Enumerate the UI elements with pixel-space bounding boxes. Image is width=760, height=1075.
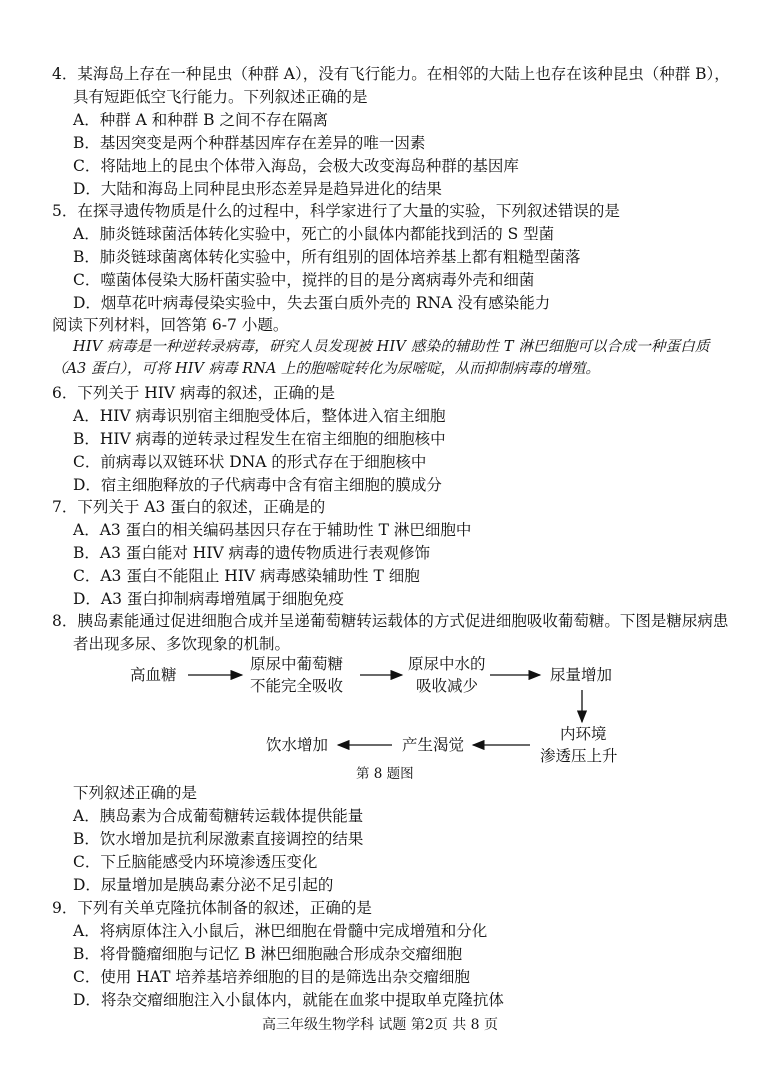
q5-stem-line1: 5．在探寻遗传物质是什么的过程中，科学家进行了大量的实验，下列叙述错误的是	[52, 202, 620, 220]
node-osmotic-line2: 渗透压上升	[540, 747, 618, 765]
q6-stem-line1: 6．下列关于 HIV 病毒的叙述，正确的是	[52, 384, 336, 402]
node-glucose-not-absorbed-line2: 不能完全吸收	[250, 677, 344, 695]
q8-option-d: D．尿量增加是胰岛素分泌不足引起的	[73, 876, 334, 894]
q8-option-a: A．胰岛素为合成葡萄糖转运载体提供能量	[73, 807, 364, 825]
q6-option-c: C．前病毒以双链环状 DNA 的形式存在于细胞核中	[73, 453, 427, 471]
q9-option-d: D．将杂交瘤细胞注入小鼠体内，就能在血浆中提取单克隆抗体	[73, 991, 504, 1009]
q4-option-b: B．基因突变是两个种群基因库存在差异的唯一因素	[73, 134, 426, 152]
q5-option-c: C．噬菌体侵染大肠杆菌实验中，搅拌的目的是分离病毒外壳和细菌	[73, 271, 535, 289]
q8-option-c: C．下丘脑能感受内环境渗透压变化	[73, 853, 318, 871]
node-drink-increase: 饮水增加	[266, 736, 329, 754]
q4-option-c: C．将陆地上的昆虫个体带入海岛，会极大改变海岛种群的基因库	[73, 157, 519, 175]
q7-stem-line1: 7．下列关于 A3 蛋白的叙述，正确是的	[52, 498, 326, 516]
q9-option-b: B．将骨髓瘤细胞与记忆 B 淋巴细胞融合形成杂交瘤细胞	[73, 945, 463, 963]
material-text-line1: HIV 病毒是一种逆转录病毒，研究人员发现被 HIV 感染的辅助性 T 淋巴细胞可以合成一种蛋白质	[73, 339, 710, 355]
node-thirst: 产生渴觉	[402, 736, 465, 754]
node-high-blood-sugar: 高血糖	[130, 666, 177, 684]
node-water-absorb-line1: 原尿中水的	[408, 655, 486, 673]
q5-option-b: B．肺炎链球菌离体转化实验中，所有组别的固体培养基上都有粗糙型菌落	[73, 248, 581, 266]
q4-stem-line2: 具有短距低空飞行能力。下列叙述正确的是	[73, 88, 368, 106]
q4-stem-line1: 4．某海岛上存在一种昆虫（种群 A），没有飞行能力。在相邻的大陆上也存在该种昆虫（种群 B），	[52, 65, 730, 83]
q4-option-a: A．种群 A 和种群 B 之间不存在隔离	[73, 111, 328, 129]
q6-option-d: D．宿主细胞释放的子代病毒中含有宿主细胞的膜成分	[73, 476, 442, 494]
q8-stem-line2: 者出现多尿、多饮现象的机制。	[73, 635, 291, 653]
q7-option-c: C．A3 蛋白不能阻止 HIV 病毒感染辅助性 T 细胞	[73, 567, 420, 585]
node-osmotic-line1: 内环境	[560, 725, 607, 743]
q8-stem-line3: 下列叙述正确的是	[73, 784, 198, 802]
q9-option-c: C．使用 HAT 培养基培养细胞的目的是筛选出杂交瘤细胞	[73, 968, 470, 986]
material-text-line2: （A3 蛋白），可将 HIV 病毒 RNA 上的胞嘧啶转化为尿嘧啶，从而抑制病毒的增殖。	[52, 361, 600, 377]
q4-option-d: D．大陆和海岛上同种昆虫形态差异是趋异进化的结果	[73, 180, 442, 198]
q6-option-a: A．HIV 病毒识别宿主细胞受体后，整体进入宿主细胞	[73, 407, 446, 425]
q7-option-d: D．A3 蛋白抑制病毒增殖属于细胞免疫	[73, 590, 344, 608]
page-footer: 高三年级生物学科 试题 第2页 共 8 页	[261, 1017, 499, 1033]
q6-option-b: B．HIV 病毒的逆转录过程发生在宿主细胞的细胞核中	[73, 430, 446, 448]
node-water-absorb-line2: 吸收减少	[416, 677, 479, 695]
q8-stem-line1: 8．胰岛素能通过促进细胞合成并呈递葡萄糖转运载体的方式促进细胞吸收葡萄糖。下图是糖尿病患	[52, 612, 729, 630]
node-urine-increase: 尿量增加	[550, 666, 613, 684]
q5-option-a: A．肺炎链球菌活体转化实验中，死亡的小鼠体内都能找到活的 S 型菌	[73, 225, 555, 243]
q7-option-a: A．A3 蛋白的相关编码基因只存在于辅助性 T 淋巴细胞中	[73, 521, 472, 539]
diagram-caption: 第 8 题图	[356, 766, 414, 782]
q9-option-a: A．将病原体注入小鼠后，淋巴细胞在骨髓中完成增殖和分化	[73, 922, 488, 940]
material-intro: 阅读下列材料，回答第 6-7 小题。	[52, 316, 289, 334]
q7-option-b: B．A3 蛋白能对 HIV 病毒的遗传物质进行表观修饰	[73, 544, 431, 562]
node-glucose-not-absorbed-line1: 原尿中葡萄糖	[250, 655, 344, 673]
q8-option-b: B．饮水增加是抗利尿激素直接调控的结果	[73, 830, 364, 848]
q5-option-d: D．烟草花叶病毒侵染实验中，失去蛋白质外壳的 RNA 没有感染能力	[73, 294, 551, 312]
q9-stem-line1: 9．下列有关单克隆抗体制备的叙述，正确的是	[52, 899, 372, 917]
